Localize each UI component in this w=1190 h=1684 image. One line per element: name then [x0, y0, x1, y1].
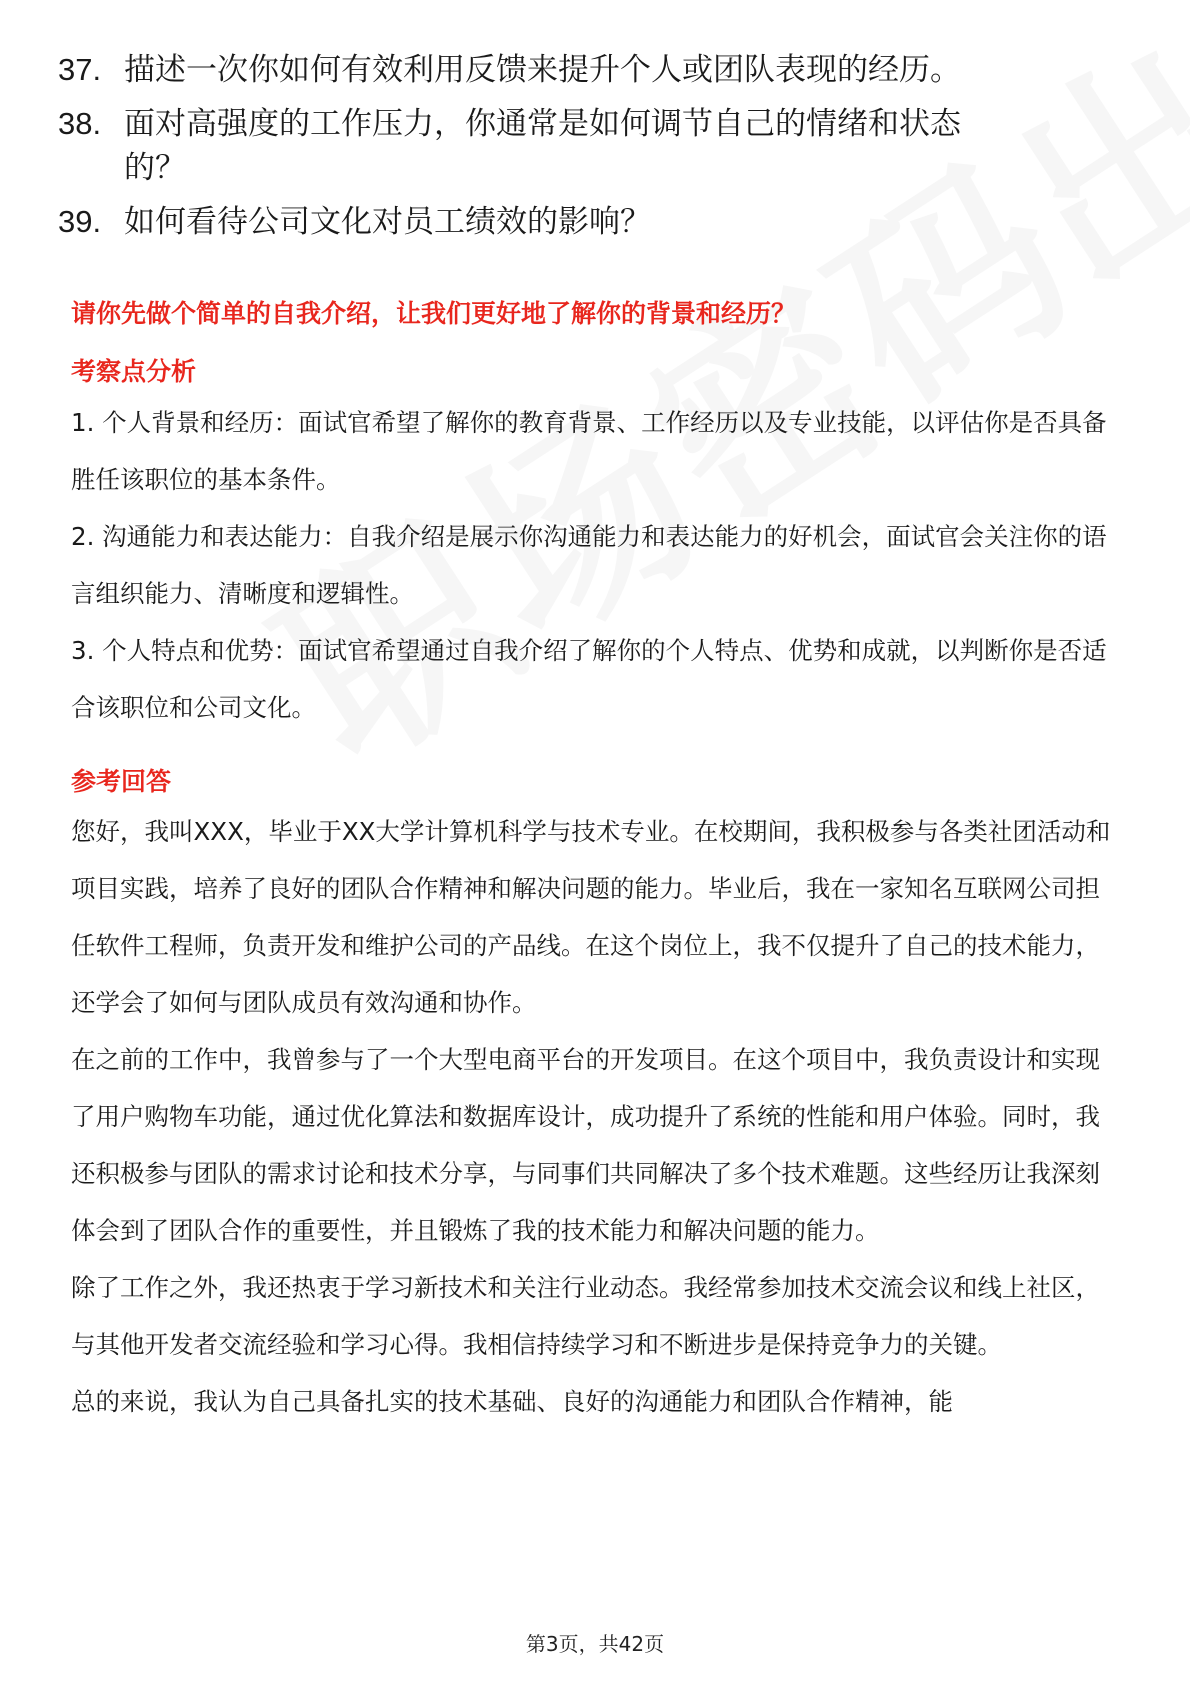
question-text: 面对高强度的工作压力，你通常是如何调节自己的情绪和状态的？: [124, 106, 961, 186]
answer-paragraph: 在之前的工作中，我曾参与了一个大型电商平台的开发项目。在这个项目中，我负责设计和实现了用户购物车功能，通过优化算法和数据库设计，成功提升了系统的性能和用户体验。同时，我还积极参与团队的需求讨论和技术分享，与同事们共同解决了多个技术难题。这些经历让我深刻体会到了团队合作的重要性，并且锻炼了我的技术能力和解决问题的能力。: [71, 1045, 1100, 1245]
answer-paragraph: 您好，我叫XXX，毕业于XX大学计算机科学与技术专业。在校期间，我积极参与各类社团活动和项目实践，培养了良好的团队合作精神和解决问题的能力。毕业后，我在一家知名互联网公司担任软件工程师，负责开发和维护公司的产品线。在这个岗位上，我不仅提升了自己的技术能力，还学会了如何与团队成员有效沟通和协作。: [71, 817, 1111, 1017]
question-text: 描述一次你如何有效利用反馈来提升个人或团队表现的经历。: [124, 52, 961, 88]
question-item: [58, 102, 1118, 190]
current-question-heading: 请你先做个简单的自我介绍，让我们更好地了解你的背景和经历？: [71, 299, 797, 328]
question-number: 38.: [58, 106, 102, 141]
question-number: 37.: [58, 52, 102, 87]
answer-paragraph: 总的来说，我认为自己具备扎实的技术基础、良好的沟通能力和团队合作精神，能: [71, 1387, 953, 1416]
question-item: [58, 48, 1118, 92]
answer-heading: 参考回答: [71, 767, 172, 796]
analysis-item: 3. 个人特点和优势：面试官希望通过自我介绍了解你的个人特点、优势和成就，以判断你是否适合该职位和公司文化。: [71, 636, 1107, 722]
question-text: 如何看待公司文化对员工绩效的影响？: [124, 204, 651, 240]
answer-body: [71, 803, 1121, 1430]
question-number: 39.: [58, 204, 102, 239]
answer-paragraph: 除了工作之外，我还热衷于学习新技术和关注行业动态。我经常参加技术交流会议和线上社区，与其他开发者交流经验和学习心得。我相信持续学习和不断进步是保持竞争力的关键。: [71, 1273, 1100, 1359]
analysis-item: 1. 个人背景和经历：面试官希望了解你的教育背景、工作经历以及专业技能，以评估你是否具备胜任该职位的基本条件。: [71, 408, 1107, 494]
analysis-list: [71, 394, 1121, 736]
analysis-heading: 考察点分析: [71, 357, 197, 386]
question-item: [58, 200, 1118, 244]
page-footer: 第3页，共42页: [525, 1632, 665, 1656]
question-list: [58, 48, 1118, 254]
analysis-item: 2. 沟通能力和表达能力：自我介绍是展示你沟通能力和表达能力的好机会，面试官会关注你的语言组织能力、清晰度和逻辑性。: [71, 522, 1107, 608]
